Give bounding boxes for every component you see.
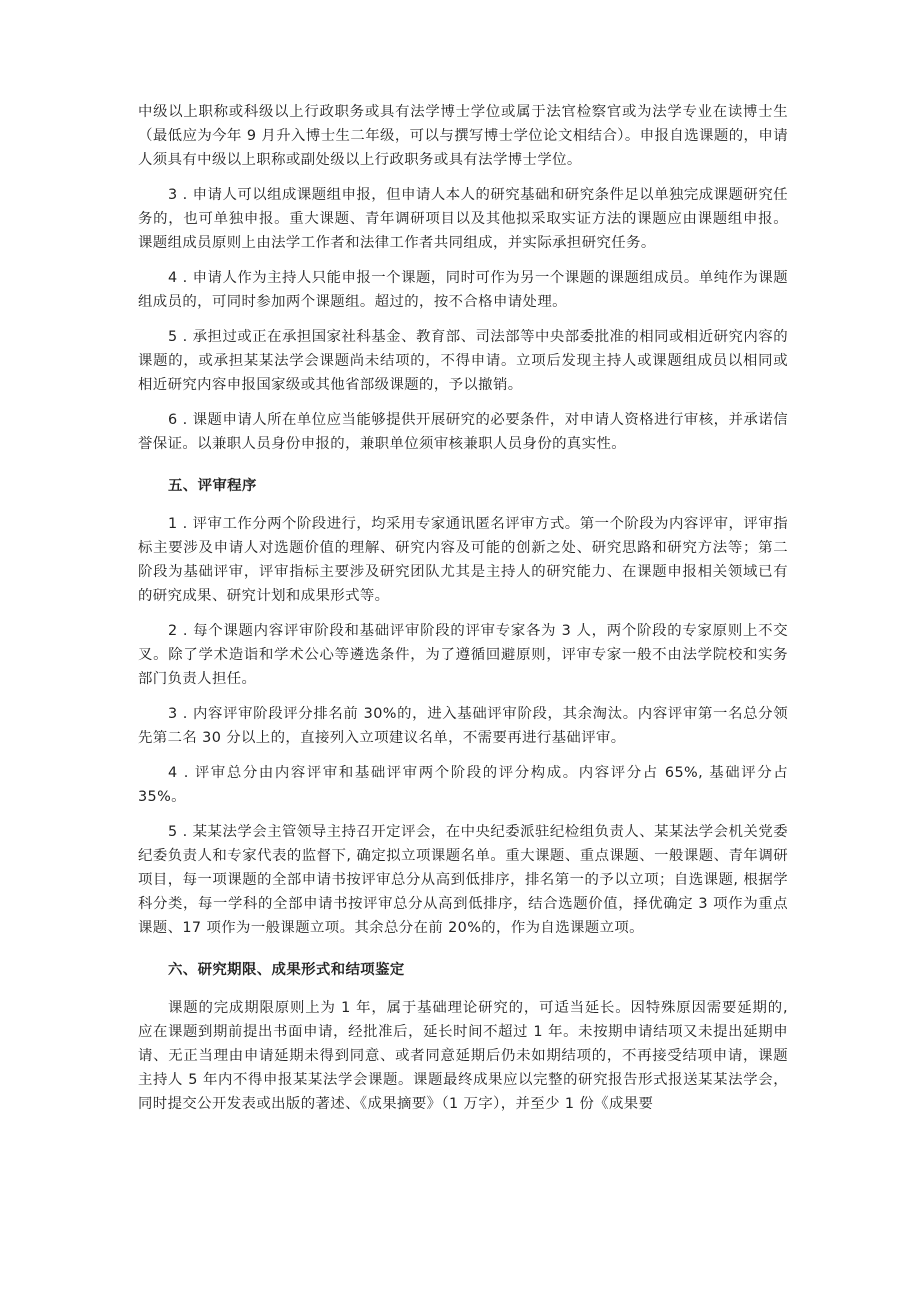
paragraph-research-period: 课题的完成期限原则上为 1 年，属于基础理论研究的，可适当延长。因特殊原因需要延期的, 应在课题到期前提出书面申请，经批准后，延长时间不超过 1 年。未按期申请结项又未提出延期申请、无正当理由申请延期未得到同意、或者同意延期后仍未如期结项的，不再接受结项申请，课题主持人 5 年内不得申报某某法学会课题。课题最终成果应以完整的研究报告形式报送某某法学会，同时提交公开发表或出版的著述、《成果摘要》（1 万字），并至少 1 份《成果要 bbox=[138, 1000, 788, 1112]
paragraph-item-4: 4 . 申请人作为主持人只能申报一个课题，同时可作为另一个课题的课题组成员。单纯作为课题组成员的，可同时参加两个课题组。超过的，按不合格申请处理。 bbox=[138, 270, 788, 310]
paragraph-review-2: 2 . 每个课题内容评审阶段和基础评审阶段的评审专家各为 3 人，两个阶段的专家原则上不交叉。除了学术造诣和学术公心等遴选条件，为了遵循回避原则，评审专家一般不由法学院校和实务部门负责人担任。 bbox=[138, 623, 788, 687]
document-page bbox=[138, 100, 788, 1127]
paragraph-review-3: 3 . 内容评审阶段评分排名前 30%的，进入基础评审阶段，其余淘汰。内容评审第一名总分领先第二名 30 分以上的，直接列入立项建议名单，不需要再进行基础评审。 bbox=[138, 706, 788, 746]
section-heading-research-period: 六、研究期限、成果形式和结项鉴定 bbox=[168, 962, 405, 978]
paragraph-item-5: 5 . 承担过或正在承担国家社科基金、教育部、司法部等中央部委批准的相同或相近研究内容的课题的，或承担某某法学会课题尚未结项的，不得申请。立项后发现主持人或课题组成员以相同或相近研究内容申报国家级或其他省部级课题的，予以撤销。 bbox=[138, 329, 788, 393]
paragraph-continuation: 中级以上职称或科级以上行政职务或具有法学博士学位或属于法官检察官或为法学专业在读博士生（最低应为今年 9 月升入博士生二年级，可以与撰写博士学位论文相结合）。申报自选课题的，申请人须具有中级以上职称或副处级以上行政职务或具有法学博士学位。 bbox=[138, 104, 788, 168]
paragraph-item-3: 3 . 申请人可以组成课题组申报，但申请人本人的研究基础和研究条件足以单独完成课题研究任务的，也可单独申报。重大课题、青年调研项目以及其他拟采取实证方法的课题应由课题组申报。课题组成员原则上由法学工作者和法律工作者共同组成，并实际承担研究任务。 bbox=[138, 187, 788, 251]
paragraph-review-5: 5 . 某某法学会主管领导主持召开定评会，在中央纪委派驻纪检组负责人、某某法学会机关党委纪委负责人和专家代表的监督下, 确定拟立项课题名单。重大课题、重点课题、一般课题、青年调研项目，每一项课题的全部申请书按评审总分从高到低排序，排名第一的予以立项；自选课题, 根据学科分类，每一学科的全部申请书按评审总分从高到低排序，结合选题价值，择优确定 3 项作为重点课题、17 项作为一般课题立项。其余总分在前 20%的，作为自选课题立项。 bbox=[138, 824, 788, 936]
paragraph-review-4: 4 . 评审总分由内容评审和基础评审两个阶段的评分构成。内容评分占 65%, 基础评分占 35%。 bbox=[138, 765, 788, 805]
paragraph-review-1: 1 . 评审工作分两个阶段进行，均采用专家通讯匿名评审方式。第一个阶段为内容评审，评审指标主要涉及申请人对选题价值的理解、研究内容及可能的创新之处、研究思路和研究方法等；第二阶段为基础评审，评审指标主要涉及研究团队尤其是主持人的研究能力、在课题申报相关领域已有的研究成果、研究计划和成果形式等。 bbox=[138, 516, 788, 604]
section-heading-review-procedure: 五、评审程序 bbox=[168, 478, 257, 494]
paragraph-item-6: 6 . 课题申请人所在单位应当能够提供开展研究的必要条件，对申请人资格进行审核，并承诺信誉保证。以兼职人员身份申报的，兼职单位须审核兼职人员身份的真实性。 bbox=[138, 412, 788, 452]
